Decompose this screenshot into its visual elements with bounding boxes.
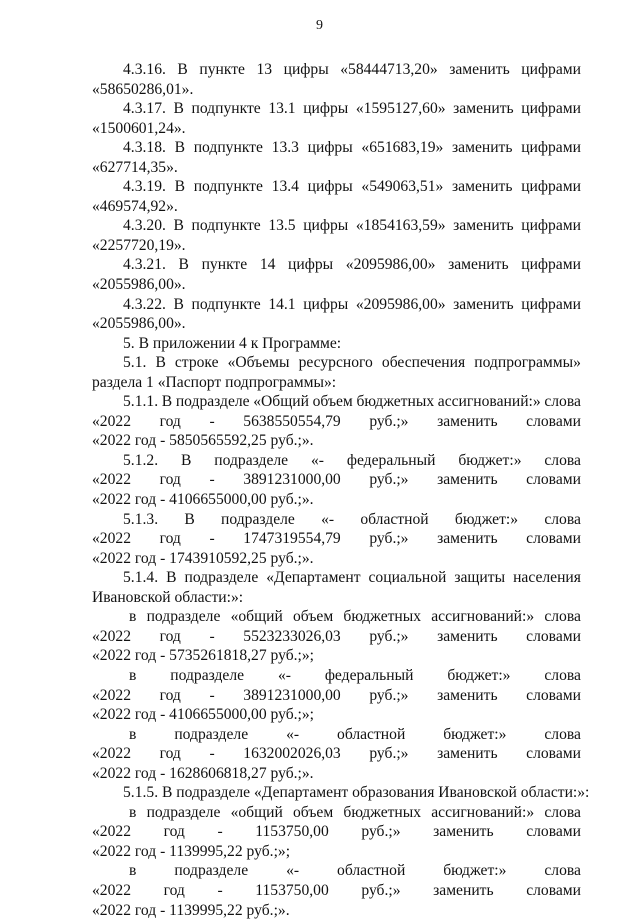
word: 5.1. bbox=[123, 354, 147, 372]
word: в bbox=[129, 862, 137, 880]
word: цифрами bbox=[521, 100, 581, 118]
text-line bbox=[92, 275, 581, 295]
word: 4.3.18. bbox=[123, 139, 166, 157]
word: - bbox=[217, 823, 223, 841]
text-line bbox=[92, 431, 581, 451]
line-text: «2022 год - 5850565592,25 руб.;». bbox=[92, 432, 314, 450]
word: «1854163,59» bbox=[355, 217, 446, 235]
word: подпрограммы» bbox=[474, 354, 581, 372]
word: слова bbox=[544, 451, 581, 469]
text-line bbox=[92, 373, 581, 393]
word: заменить bbox=[437, 530, 498, 548]
text-line bbox=[92, 158, 581, 178]
word: объем bbox=[293, 803, 334, 821]
word: цифры bbox=[303, 100, 349, 118]
text-line bbox=[92, 490, 581, 510]
word: цифры bbox=[288, 256, 334, 274]
word: подпункте bbox=[191, 100, 261, 118]
word: 4.3.16. bbox=[123, 61, 166, 78]
word: заменить bbox=[452, 178, 513, 196]
word: год bbox=[163, 823, 185, 841]
word: В bbox=[184, 510, 195, 528]
word: 5.1.4. bbox=[123, 569, 159, 587]
word: - bbox=[209, 745, 215, 763]
word: подразделе bbox=[221, 510, 295, 528]
word: 13.1 bbox=[268, 100, 296, 118]
word: в bbox=[129, 803, 137, 821]
word: ассигнований:» bbox=[437, 393, 541, 411]
word: слова bbox=[544, 510, 581, 528]
word: областной bbox=[360, 510, 429, 528]
word: «2022 bbox=[92, 745, 131, 763]
word: год bbox=[159, 412, 181, 430]
text-line bbox=[92, 725, 581, 745]
word: заменить bbox=[437, 471, 498, 489]
word: строке bbox=[174, 354, 219, 372]
text-line bbox=[92, 60, 581, 80]
word: ассигнований:» bbox=[431, 803, 535, 821]
word: подпункте bbox=[193, 139, 263, 157]
word: 5.1.1. bbox=[123, 393, 159, 411]
line-text: «2257720,19». bbox=[92, 236, 186, 254]
word: цифры bbox=[307, 178, 353, 196]
text-line bbox=[92, 80, 581, 100]
text-line bbox=[92, 705, 581, 725]
text-line bbox=[92, 842, 581, 862]
word: бюджет:» bbox=[443, 725, 507, 743]
word: заменить bbox=[437, 412, 498, 430]
word: В bbox=[174, 178, 185, 196]
word: 14 bbox=[259, 256, 276, 274]
text-line bbox=[92, 881, 581, 901]
word: 4.3.21. bbox=[123, 256, 166, 274]
word: 5.1.2. bbox=[123, 451, 159, 469]
word: «общий bbox=[230, 608, 283, 626]
word: «Департамент bbox=[266, 569, 361, 587]
word: словами bbox=[526, 686, 581, 704]
word: В bbox=[177, 61, 188, 78]
text-line bbox=[92, 510, 581, 530]
word: объем bbox=[312, 393, 353, 411]
word: объем bbox=[293, 608, 334, 626]
word: руб.;» bbox=[369, 412, 409, 430]
text-line bbox=[92, 744, 581, 764]
line-text: «58650286,01». bbox=[92, 80, 194, 98]
text-line bbox=[92, 549, 581, 569]
line-text: «627714,35». bbox=[92, 158, 178, 176]
word: «2022 bbox=[92, 881, 131, 899]
word: «58444713,20» bbox=[340, 61, 438, 78]
text-line bbox=[92, 588, 581, 608]
word: заменить bbox=[452, 139, 513, 157]
line-text: «2022 год - 4106655000,00 руб.;». bbox=[92, 491, 314, 509]
word: федеральный bbox=[324, 666, 414, 684]
word: 3891231000,00 bbox=[243, 471, 341, 489]
word: защиты bbox=[454, 569, 506, 587]
line-text: «2022 год - 1743910592,25 руб.;». bbox=[92, 549, 314, 567]
word: - bbox=[217, 881, 223, 899]
word: 5.1.3. bbox=[123, 510, 159, 528]
word: «- bbox=[286, 725, 300, 743]
word: областной bbox=[337, 862, 406, 880]
word: цифрами bbox=[521, 139, 581, 157]
word: цифры bbox=[283, 61, 329, 78]
word: «- bbox=[321, 510, 335, 528]
line-text: «2022 год - 1139995,22 руб.;»; bbox=[92, 842, 291, 860]
word: В bbox=[161, 393, 173, 411]
word: В bbox=[155, 354, 166, 372]
word: слова bbox=[544, 862, 581, 880]
word: областной bbox=[337, 725, 406, 743]
word: - bbox=[209, 412, 215, 430]
word: пункте bbox=[201, 256, 248, 274]
line-text: раздела 1 «Паспорт подпрограммы»: bbox=[92, 373, 337, 391]
word: подразделе bbox=[174, 725, 249, 743]
word: 4.3.20. bbox=[123, 217, 166, 235]
word: слова bbox=[544, 725, 581, 743]
word: «- bbox=[277, 666, 291, 684]
text-line bbox=[92, 197, 581, 217]
word: подпункте bbox=[191, 217, 261, 235]
word: подразделе bbox=[184, 569, 259, 587]
word: слова bbox=[544, 608, 581, 626]
word: год bbox=[163, 881, 185, 899]
word: руб.;» bbox=[369, 686, 409, 704]
word: словами bbox=[526, 412, 581, 430]
text-line bbox=[92, 295, 581, 315]
word: населения bbox=[513, 569, 581, 587]
word: год bbox=[159, 686, 181, 704]
word: ресурсного bbox=[298, 354, 373, 372]
word: заменить bbox=[449, 61, 510, 78]
word: 3891231000,00 bbox=[243, 686, 341, 704]
word: подразделе bbox=[174, 862, 249, 880]
word: федеральный bbox=[346, 451, 436, 469]
word: «2022 bbox=[92, 530, 131, 548]
word: «2022 bbox=[92, 471, 131, 489]
text-line bbox=[92, 255, 581, 275]
text-line bbox=[92, 216, 581, 236]
word: заменить bbox=[448, 256, 509, 274]
text-line bbox=[92, 568, 581, 588]
word: год bbox=[159, 745, 181, 763]
word: заменить bbox=[433, 881, 494, 899]
text-line bbox=[92, 627, 581, 647]
word: - bbox=[209, 686, 215, 704]
word: В bbox=[166, 569, 177, 587]
word: цифрами bbox=[521, 256, 581, 274]
word: 5523233026,03 bbox=[243, 627, 341, 645]
word: бюджет:» bbox=[447, 666, 511, 684]
word: заменить bbox=[453, 100, 514, 118]
word: словами bbox=[526, 471, 581, 489]
document-body bbox=[92, 60, 590, 920]
word: 1153750,00 bbox=[255, 823, 329, 841]
word: в bbox=[129, 608, 137, 626]
line-text: «2055986,00». bbox=[92, 315, 186, 333]
word: словами bbox=[526, 530, 581, 548]
word: ассигнований:» bbox=[431, 608, 535, 626]
word: подразделе bbox=[146, 608, 221, 626]
word: обеспечения bbox=[381, 354, 466, 372]
text-line bbox=[92, 412, 581, 432]
word: словами bbox=[526, 823, 581, 841]
word: 14.1 bbox=[268, 295, 296, 313]
word: «- bbox=[286, 862, 300, 880]
text-line bbox=[92, 783, 590, 803]
word: заменить bbox=[437, 686, 498, 704]
word: цифрами bbox=[521, 178, 581, 196]
text-line bbox=[92, 138, 581, 158]
word: подразделе bbox=[175, 393, 250, 411]
text-line bbox=[92, 764, 581, 784]
word: - bbox=[209, 627, 215, 645]
word: руб.;» bbox=[361, 881, 401, 899]
word: - bbox=[209, 530, 215, 548]
word: подразделе bbox=[146, 803, 221, 821]
word: цифрами bbox=[521, 217, 581, 235]
word: «2095986,00» bbox=[355, 295, 446, 313]
word: заменить bbox=[453, 295, 514, 313]
line-text: «2022 год - 1139995,22 руб.;». bbox=[92, 901, 290, 919]
word: «1595127,60» bbox=[355, 100, 446, 118]
word: цифрами bbox=[521, 295, 581, 313]
word: словами bbox=[526, 627, 581, 645]
text-line bbox=[92, 177, 581, 197]
word: В bbox=[173, 295, 184, 313]
word: бюджет:» bbox=[458, 451, 522, 469]
word: 13.5 bbox=[268, 217, 296, 235]
word: «549063,51» bbox=[361, 178, 444, 196]
word: заменить bbox=[437, 627, 498, 645]
text-line bbox=[92, 314, 581, 334]
word: В bbox=[178, 256, 189, 274]
word: «2022 bbox=[92, 627, 131, 645]
line-text: 5.1.5. В подразделе «Департамент образования Ивановской области:»: bbox=[123, 784, 590, 802]
text-line bbox=[92, 861, 581, 881]
word: «2095986,00» bbox=[345, 256, 436, 274]
text-line bbox=[92, 119, 581, 139]
text-line bbox=[92, 666, 581, 686]
text-line bbox=[92, 529, 581, 549]
line-text: «2055986,00». bbox=[92, 276, 186, 294]
line-text: Ивановской области:»: bbox=[92, 588, 244, 606]
word: руб.;» bbox=[369, 471, 409, 489]
word: 13 bbox=[256, 61, 273, 78]
word: бюджетных bbox=[356, 393, 435, 411]
line-text: «1500601,24». bbox=[92, 119, 186, 137]
word: руб.;» bbox=[361, 823, 401, 841]
word: 13.3 bbox=[271, 139, 299, 157]
word: «2022 bbox=[92, 823, 131, 841]
text-line bbox=[92, 470, 581, 490]
word: 4.3.22. bbox=[123, 295, 166, 313]
line-text: «469574,92». bbox=[92, 197, 178, 215]
word: «общий bbox=[230, 803, 283, 821]
text-line bbox=[92, 901, 581, 920]
word: «2022 bbox=[92, 686, 131, 704]
text-line bbox=[92, 236, 581, 256]
word: 1153750,00 bbox=[255, 881, 329, 899]
text-line bbox=[92, 646, 581, 666]
line-text: 5. В приложении 4 к Программе: bbox=[123, 334, 342, 352]
word: руб.;» bbox=[369, 627, 409, 645]
text-line bbox=[92, 334, 581, 354]
text-line bbox=[92, 353, 581, 373]
word: словами bbox=[526, 881, 581, 899]
line-text: «2022 год - 4106655000,00 руб.;»; bbox=[92, 706, 314, 724]
word: в bbox=[129, 725, 137, 743]
word: подразделе bbox=[170, 666, 245, 684]
word: подпункте bbox=[193, 178, 263, 196]
word: 1747319554,79 bbox=[243, 530, 341, 548]
word: бюджетных bbox=[343, 803, 422, 821]
text-line bbox=[92, 451, 581, 471]
word: словами bbox=[526, 745, 581, 763]
word: руб.;» bbox=[369, 530, 409, 548]
word: В bbox=[173, 217, 184, 235]
text-line bbox=[92, 803, 581, 823]
word: слова bbox=[544, 393, 581, 411]
word: год bbox=[159, 471, 181, 489]
text-line bbox=[92, 686, 581, 706]
word: «651683,19» bbox=[361, 139, 444, 157]
word: 1632002026,03 bbox=[243, 745, 341, 763]
line-text: «2022 год - 5735261818,27 руб.;»; bbox=[92, 647, 314, 665]
word: слова bbox=[544, 803, 581, 821]
word: пункте bbox=[199, 61, 245, 78]
word: в bbox=[129, 666, 137, 684]
word: «2022 bbox=[92, 412, 131, 430]
word: «- bbox=[310, 451, 324, 469]
word: 13.4 bbox=[271, 178, 299, 196]
word: цифрами bbox=[521, 61, 581, 78]
word: слова bbox=[544, 666, 581, 684]
page-number: 9 bbox=[316, 18, 323, 33]
word: «Объемы bbox=[227, 354, 290, 372]
word: В bbox=[180, 451, 192, 469]
word: цифры bbox=[303, 295, 349, 313]
word: 5638550554,79 bbox=[243, 412, 341, 430]
word: В bbox=[173, 100, 184, 118]
word: «Общий bbox=[253, 393, 309, 411]
word: бюджет:» bbox=[443, 862, 507, 880]
word: 4.3.17. bbox=[123, 100, 166, 118]
word: цифры bbox=[307, 139, 353, 157]
word: социальной bbox=[368, 569, 447, 587]
word: заменить bbox=[437, 745, 498, 763]
word: год bbox=[159, 627, 181, 645]
word: В bbox=[174, 139, 185, 157]
word: цифры bbox=[303, 217, 349, 235]
word: заменить bbox=[433, 823, 494, 841]
word: 4.3.19. bbox=[123, 178, 166, 196]
word: подразделе bbox=[214, 451, 289, 469]
word: бюджетных bbox=[343, 608, 422, 626]
text-line bbox=[92, 607, 581, 627]
word: заменить bbox=[453, 217, 514, 235]
word: - bbox=[209, 471, 215, 489]
text-line bbox=[92, 822, 581, 842]
line-text: «2022 год - 1628606818,27 руб.;». bbox=[92, 764, 314, 782]
text-line bbox=[92, 99, 581, 119]
word: год bbox=[159, 530, 181, 548]
word: руб.;» bbox=[369, 745, 409, 763]
word: подпункте bbox=[191, 295, 261, 313]
word: бюджет:» bbox=[454, 510, 519, 528]
text-line bbox=[92, 392, 581, 412]
